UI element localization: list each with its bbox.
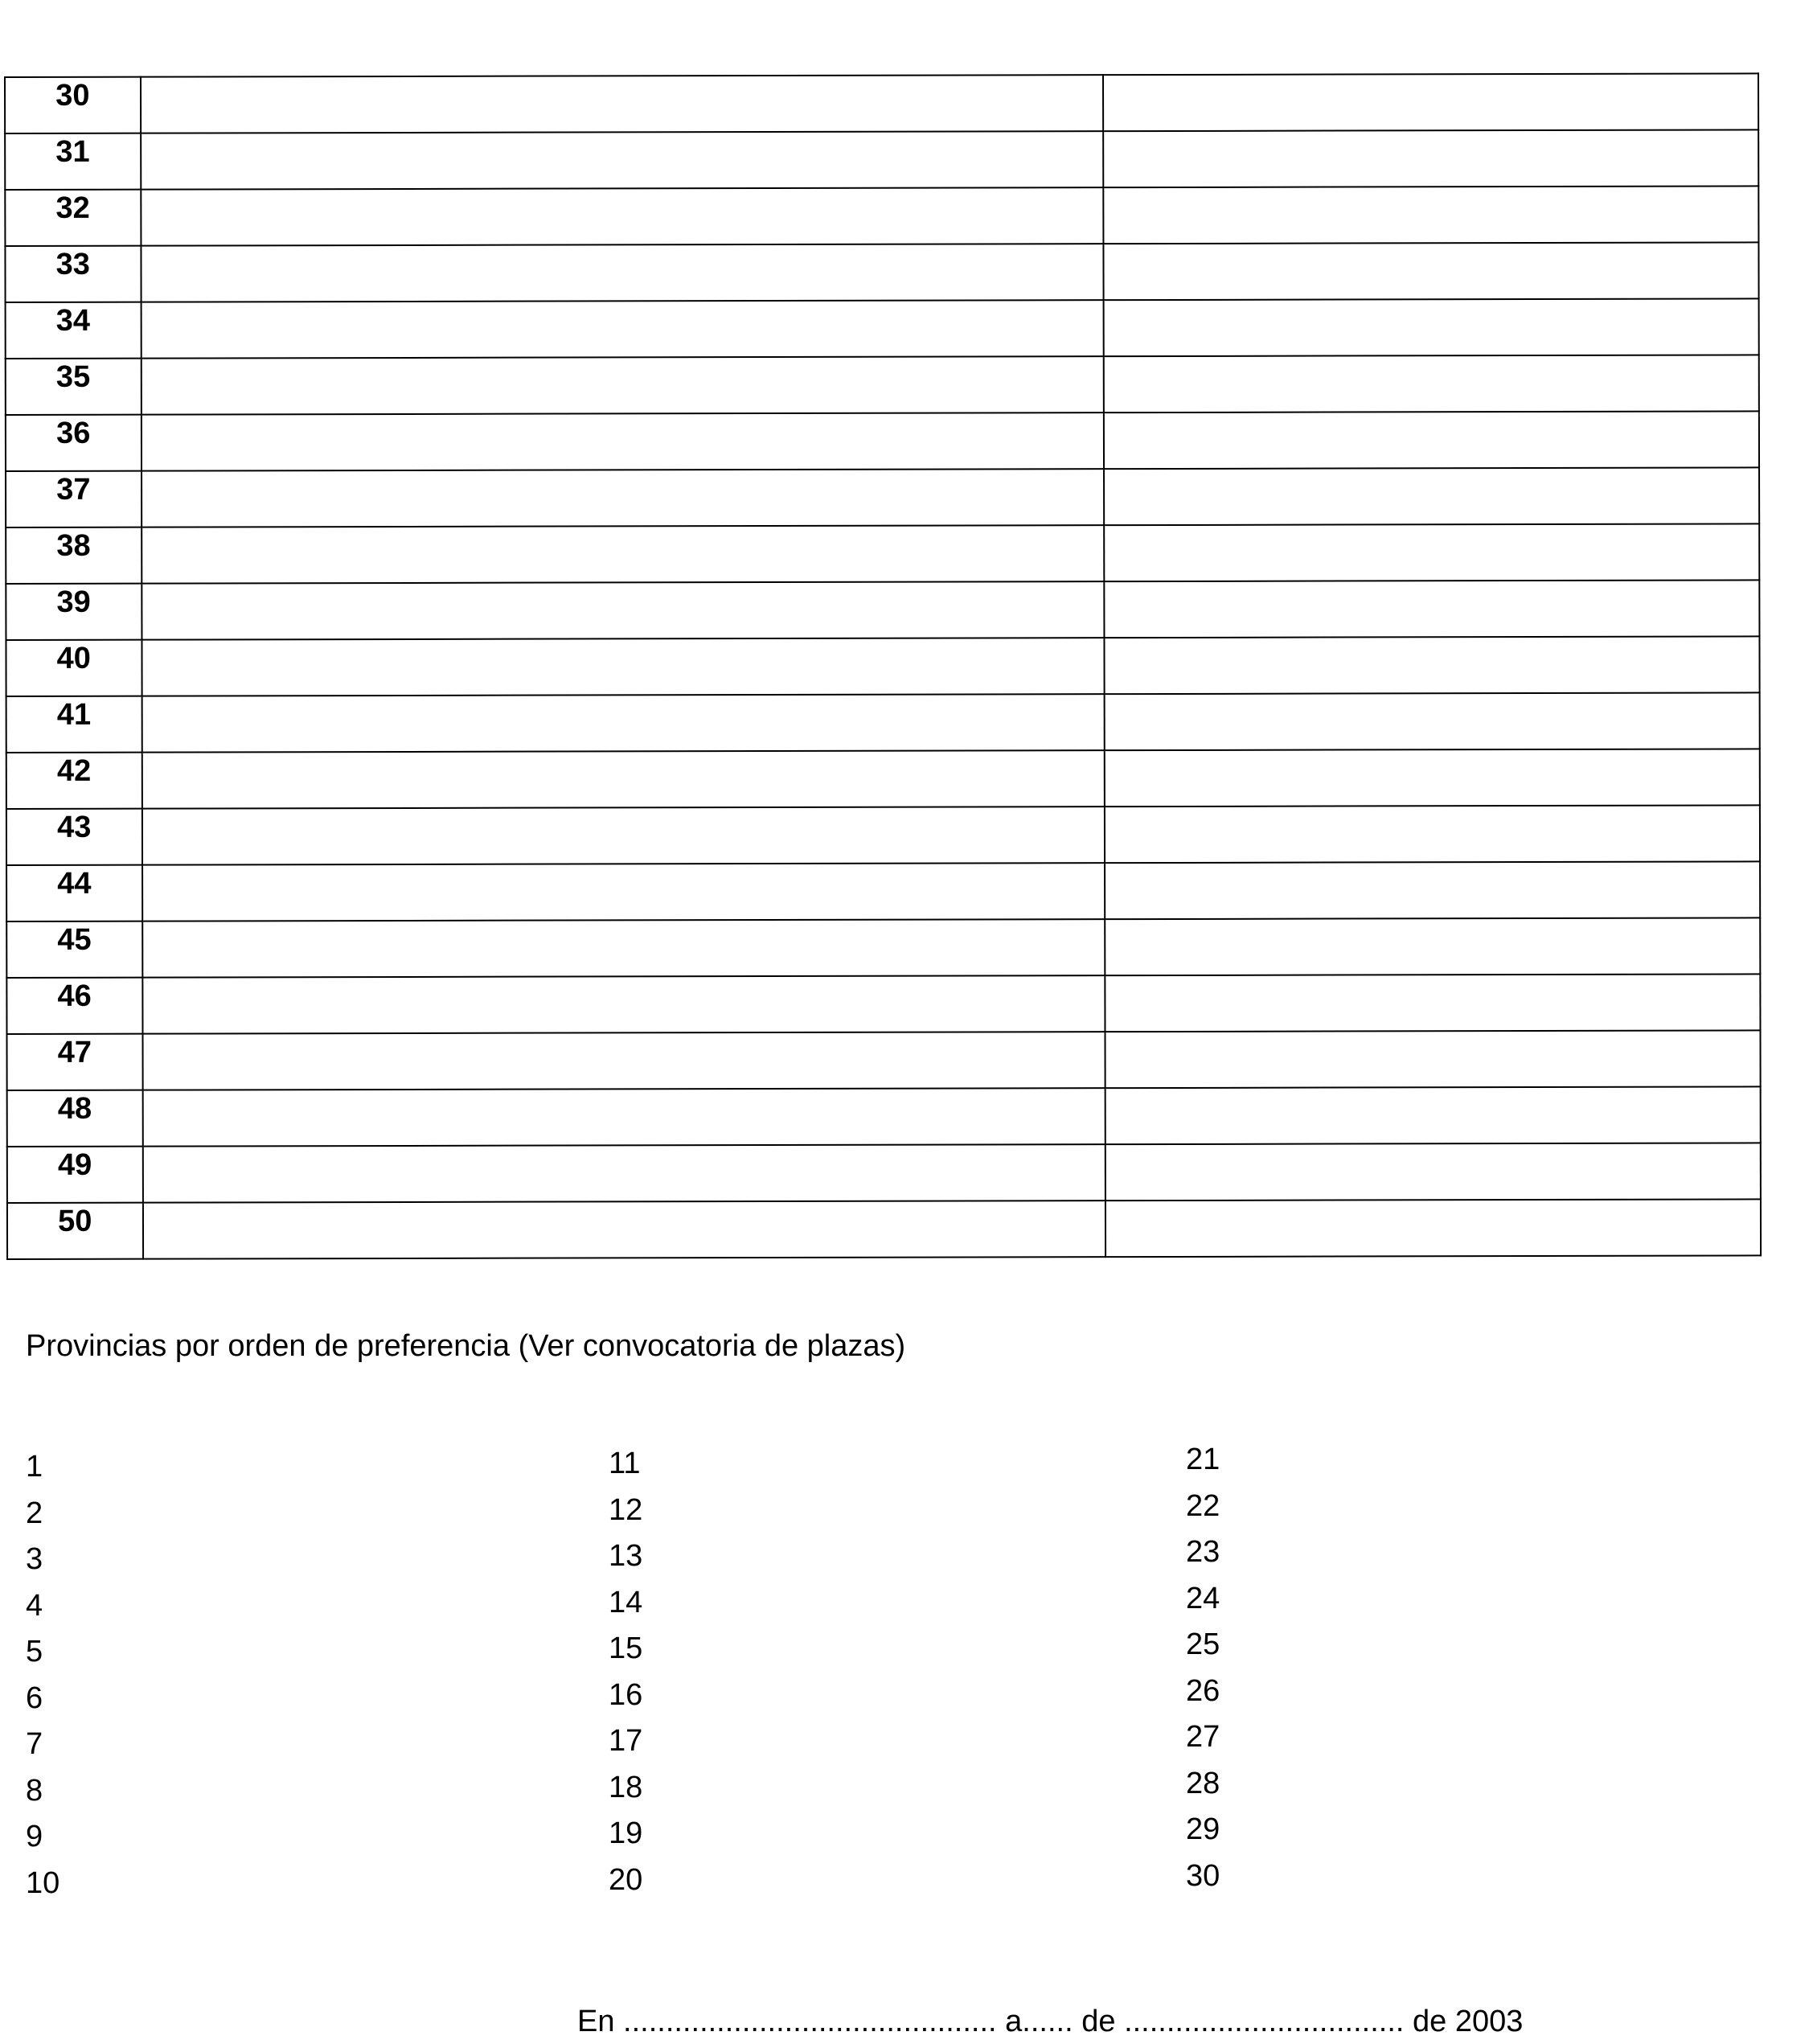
entry-cell[interactable] bbox=[142, 807, 1105, 865]
provinces-caption: Provincias por orden de preferencia (Ver convocatoria de plazas) bbox=[26, 1329, 906, 1363]
entry-cell[interactable] bbox=[1105, 636, 1760, 694]
date-a-label: a bbox=[1005, 2005, 1023, 2038]
table-row bbox=[6, 1030, 1760, 1090]
row-number: 50 bbox=[7, 1203, 143, 1259]
table-row bbox=[5, 73, 1758, 133]
table-row bbox=[5, 242, 1758, 302]
province-slot-number: 28 bbox=[1186, 1766, 1220, 1800]
province-slot-number: 8 bbox=[26, 1773, 43, 1808]
table-row bbox=[7, 1199, 1761, 1259]
row-number: 37 bbox=[6, 471, 142, 527]
province-slot-number: 10 bbox=[26, 1865, 60, 1900]
province-slot-number: 25 bbox=[1186, 1627, 1220, 1661]
entry-cell[interactable] bbox=[142, 1201, 1105, 1259]
entry-cell[interactable] bbox=[142, 863, 1105, 921]
table-row bbox=[6, 749, 1760, 809]
entry-cell[interactable] bbox=[142, 750, 1105, 809]
table-row bbox=[6, 467, 1759, 527]
table-row bbox=[6, 580, 1759, 640]
provinces-column-1 bbox=[26, 1444, 59, 1907]
province-slot-number: 5 bbox=[26, 1635, 43, 1668]
entry-cell[interactable] bbox=[1104, 298, 1759, 356]
province-slot-number: 14 bbox=[609, 1585, 643, 1619]
date-year-label: de 2003 bbox=[1413, 2005, 1524, 2038]
province-slot-number: 6 bbox=[26, 1681, 43, 1715]
province-slot-number: 4 bbox=[26, 1588, 43, 1623]
row-number: 36 bbox=[6, 415, 142, 471]
entry-cell[interactable] bbox=[1105, 1086, 1761, 1144]
province-slot-number: 18 bbox=[609, 1770, 643, 1804]
entry-cell[interactable] bbox=[1105, 805, 1760, 863]
province-slot-number: 11 bbox=[609, 1447, 641, 1480]
entry-cell[interactable] bbox=[142, 694, 1105, 753]
province-slot-number: 27 bbox=[1186, 1720, 1220, 1754]
entry-cell[interactable] bbox=[1104, 411, 1759, 469]
entry-cell[interactable] bbox=[1105, 1199, 1761, 1257]
entry-cell[interactable] bbox=[1105, 523, 1760, 581]
provinces-column-2 bbox=[609, 1441, 642, 1903]
date-line bbox=[577, 2004, 1523, 2039]
table-row bbox=[6, 298, 1759, 359]
province-slot-number: 7 bbox=[26, 1727, 43, 1761]
row-number: 31 bbox=[5, 133, 141, 190]
entry-cell[interactable] bbox=[142, 1088, 1105, 1147]
province-slot-number: 2 bbox=[26, 1496, 43, 1530]
entry-cell[interactable] bbox=[1105, 917, 1761, 975]
province-slot-number: 9 bbox=[26, 1820, 43, 1853]
table-row bbox=[5, 129, 1758, 190]
entry-cell[interactable] bbox=[141, 356, 1104, 415]
entry-cell[interactable] bbox=[141, 131, 1104, 190]
province-slot-number: 19 bbox=[609, 1816, 643, 1850]
entry-cell[interactable] bbox=[142, 525, 1105, 584]
table-row bbox=[7, 1086, 1761, 1147]
entry-cell[interactable] bbox=[142, 919, 1105, 978]
province-slot-number: 17 bbox=[609, 1724, 643, 1758]
entry-cell[interactable] bbox=[142, 638, 1105, 696]
row-number: 39 bbox=[6, 584, 142, 640]
table-row bbox=[6, 355, 1759, 415]
entry-cell[interactable] bbox=[1104, 186, 1759, 244]
entry-cell[interactable] bbox=[1105, 1030, 1761, 1088]
provinces-column-3 bbox=[1186, 1437, 1220, 1899]
row-number: 44 bbox=[6, 865, 142, 921]
preference-table-body bbox=[5, 73, 1761, 1259]
entry-cell[interactable] bbox=[142, 1144, 1105, 1203]
month-blank[interactable]: ................................. bbox=[1124, 2005, 1405, 2038]
row-number: 45 bbox=[6, 921, 142, 978]
province-slot-number: 16 bbox=[609, 1677, 643, 1712]
table-row bbox=[5, 186, 1758, 246]
row-number: 35 bbox=[6, 359, 142, 415]
province-slot-number: 26 bbox=[1186, 1673, 1220, 1708]
table-row bbox=[6, 861, 1760, 921]
table-row bbox=[6, 974, 1760, 1034]
entry-cell[interactable] bbox=[1105, 1143, 1761, 1201]
row-number: 48 bbox=[7, 1090, 143, 1147]
table-row bbox=[6, 805, 1760, 865]
entry-cell[interactable] bbox=[1105, 692, 1760, 750]
table-row bbox=[6, 411, 1759, 471]
province-slot-number: 1 bbox=[26, 1450, 43, 1484]
province-slot-number: 12 bbox=[609, 1492, 643, 1527]
row-number: 41 bbox=[6, 696, 142, 753]
entry-cell[interactable] bbox=[141, 412, 1104, 471]
row-number: 32 bbox=[5, 190, 141, 246]
row-number: 34 bbox=[6, 302, 142, 359]
row-number: 42 bbox=[6, 753, 142, 809]
row-number: 43 bbox=[6, 809, 142, 865]
province-slot-number: 15 bbox=[609, 1632, 643, 1665]
entry-cell[interactable] bbox=[1104, 129, 1759, 187]
province-slot-number: 30 bbox=[1186, 1858, 1220, 1893]
row-number: 49 bbox=[7, 1147, 143, 1203]
date-de-label: de bbox=[1081, 2005, 1116, 2038]
entry-cell[interactable] bbox=[141, 187, 1104, 246]
entry-cell[interactable] bbox=[1105, 861, 1760, 919]
entry-cell[interactable] bbox=[1105, 749, 1760, 807]
table-row bbox=[6, 523, 1759, 584]
entry-cell[interactable] bbox=[1104, 467, 1759, 525]
province-slot-number: 13 bbox=[609, 1539, 643, 1573]
table-row bbox=[6, 636, 1759, 696]
row-number: 46 bbox=[6, 978, 142, 1034]
row-number: 47 bbox=[6, 1034, 142, 1090]
entry-cell[interactable] bbox=[1105, 974, 1761, 1032]
row-number: 33 bbox=[5, 246, 141, 302]
province-slot-number: 3 bbox=[26, 1542, 43, 1576]
entry-cell[interactable] bbox=[142, 469, 1105, 527]
entry-cell[interactable] bbox=[1105, 580, 1760, 638]
entry-cell[interactable] bbox=[142, 581, 1105, 640]
preference-table bbox=[4, 72, 1762, 1260]
entry-cell[interactable] bbox=[141, 244, 1104, 302]
row-number: 30 bbox=[5, 77, 141, 133]
province-slot-number: 21 bbox=[1186, 1443, 1220, 1476]
table-row bbox=[6, 692, 1760, 753]
place-blank[interactable]: ............................................ bbox=[623, 2005, 997, 2038]
entry-cell[interactable] bbox=[1103, 73, 1758, 131]
province-slot-number: 20 bbox=[609, 1862, 643, 1897]
entry-cell[interactable] bbox=[1104, 355, 1759, 412]
entry-cell[interactable] bbox=[141, 300, 1104, 359]
date-en-label: En bbox=[577, 2005, 615, 2038]
table-row bbox=[6, 917, 1760, 978]
table-row bbox=[7, 1143, 1761, 1203]
row-number: 40 bbox=[6, 640, 142, 696]
row-number: 38 bbox=[6, 527, 142, 584]
province-slot-number: 23 bbox=[1186, 1535, 1220, 1569]
entry-cell[interactable] bbox=[1104, 242, 1759, 300]
entry-cell[interactable] bbox=[142, 1032, 1105, 1090]
province-slot-number: 24 bbox=[1186, 1581, 1220, 1615]
province-slot-number: 22 bbox=[1186, 1488, 1220, 1523]
day-blank[interactable]: ...... bbox=[1022, 2005, 1073, 2038]
entry-cell[interactable] bbox=[142, 975, 1105, 1034]
entry-cell[interactable] bbox=[141, 75, 1104, 133]
province-slot-number: 29 bbox=[1186, 1812, 1220, 1846]
